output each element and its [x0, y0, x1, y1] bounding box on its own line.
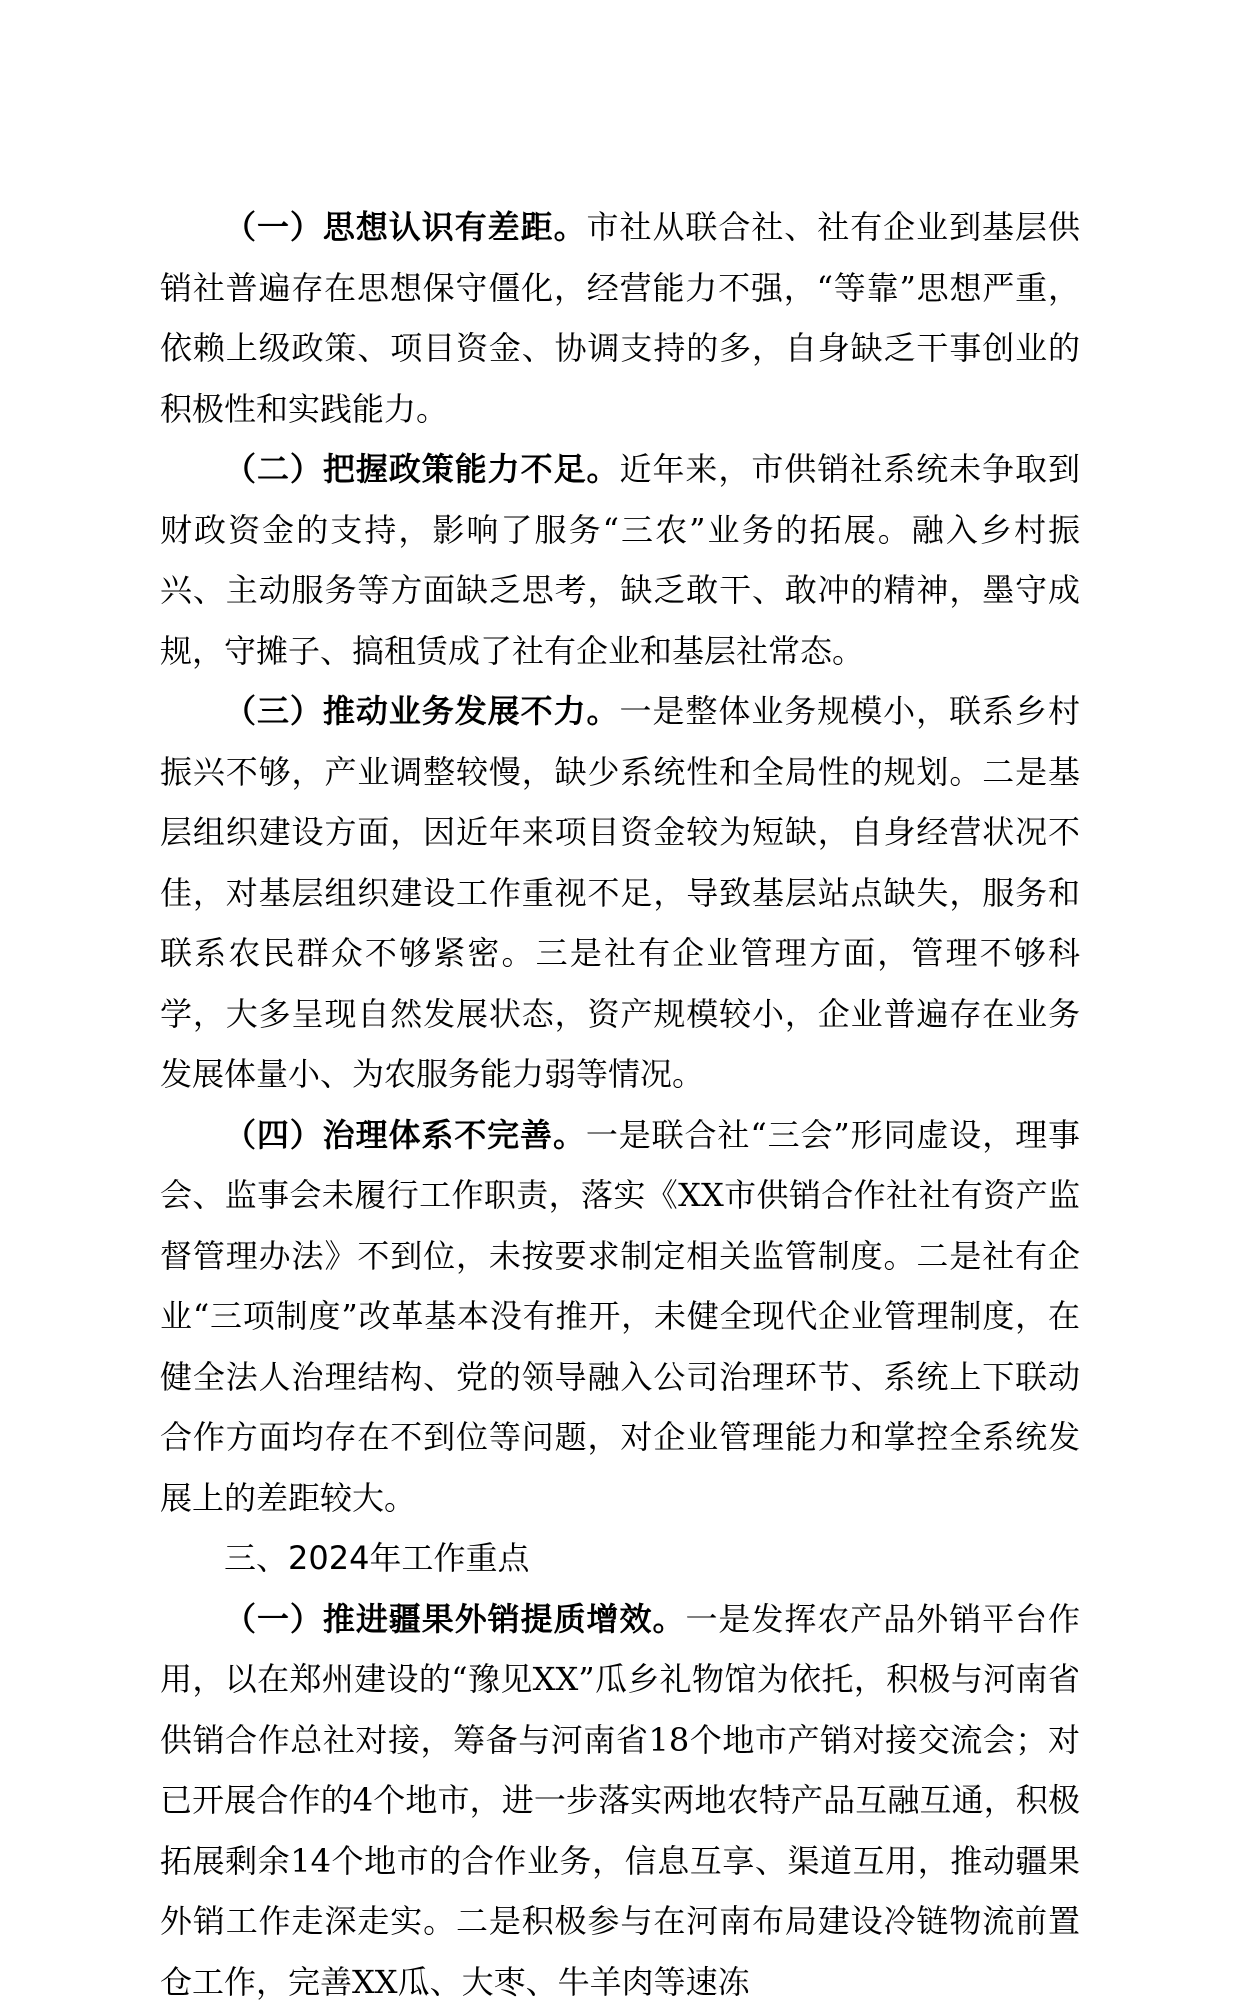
document-page: [160, 197, 1080, 2012]
paragraph-body: 一是联合社“三会”形同虚设，理事会、监事会未履行工作职责，落实《XX市供销合作社社有资产监督管理办法》不到位，未按要求制定相关监管制度。二是社有企业“三项制度”改革基本没有推开，未健全现代企业管理制度，在健全法人治理结构、党的领导融入公司治理环节、系统上下联动合作方面均存在不到位等问题，对企业管理能力和掌控全系统发展上的差距较大。: [160, 1116, 1080, 1517]
paragraph-governance: [160, 1105, 1080, 1529]
paragraph-body: 市社从联合社、社有企业到基层供销社普遍存在思想保守僵化，经营能力不强，“等靠”思想严重，依赖上级政策、项目资金、协调支持的多，自身缺乏干事创业的积极性和实践能力。: [160, 208, 1080, 428]
paragraph-lead: （二）把握政策能力不足。: [224, 450, 620, 488]
paragraph-body: 一是整体业务规模小，联系乡村振兴不够，产业调整较慢，缺少系统性和全局性的规划。二是基层组织建设方面，因近年来项目资金较为短缺，自身经营状况不佳，对基层组织建设工作重视不足，导致基层站点缺失，服务和联系农民群众不够紧密。三是社有企业管理方面，管理不够科学，大多呈现自然发展状态，资产规模较小，企业普遍存在业务发展体量小、为农服务能力弱等情况。: [160, 692, 1080, 1093]
section-heading: 三、2024年工作重点: [160, 1528, 1080, 1589]
paragraph-business-weak: [160, 681, 1080, 1105]
paragraph-lead: （一）推进疆果外销提质增效。: [224, 1600, 685, 1638]
paragraph-fruit-sales: [160, 1589, 1080, 2012]
paragraph-policy-gap: [160, 439, 1080, 681]
paragraph-body: 一是发挥农产品外销平台作用，以在郑州建设的“豫见XX”瓜乡礼物馆为依托，积极与河南省供销合作总社对接，筹备与河南省18个地市产销对接交流会；对已开展合作的4个地市，进一步落实两地农特产品互融互通，积极拓展剩余14个地市的合作业务，信息互享、渠道互用，推动疆果外销工作走深走实。二是积极参与在河南布局建设冷链物流前置仓工作，完善XX瓜、大枣、牛羊肉等速冻: [160, 1600, 1080, 2001]
paragraph-lead: （三）推动业务发展不力。: [224, 692, 620, 730]
paragraph-lead: （一）思想认识有差距。: [224, 208, 587, 246]
paragraph-lead: （四）治理体系不完善。: [224, 1116, 586, 1154]
paragraph-body: 近年来，市供销社系统未争取到财政资金的支持，影响了服务“三农”业务的拓展。融入乡村振兴、主动服务等方面缺乏思考，缺乏敢干、敢冲的精神，墨守成规，守摊子、搞租赁成了社有企业和基层社常态。: [160, 450, 1080, 670]
paragraph-ideology-gap: [160, 197, 1080, 439]
